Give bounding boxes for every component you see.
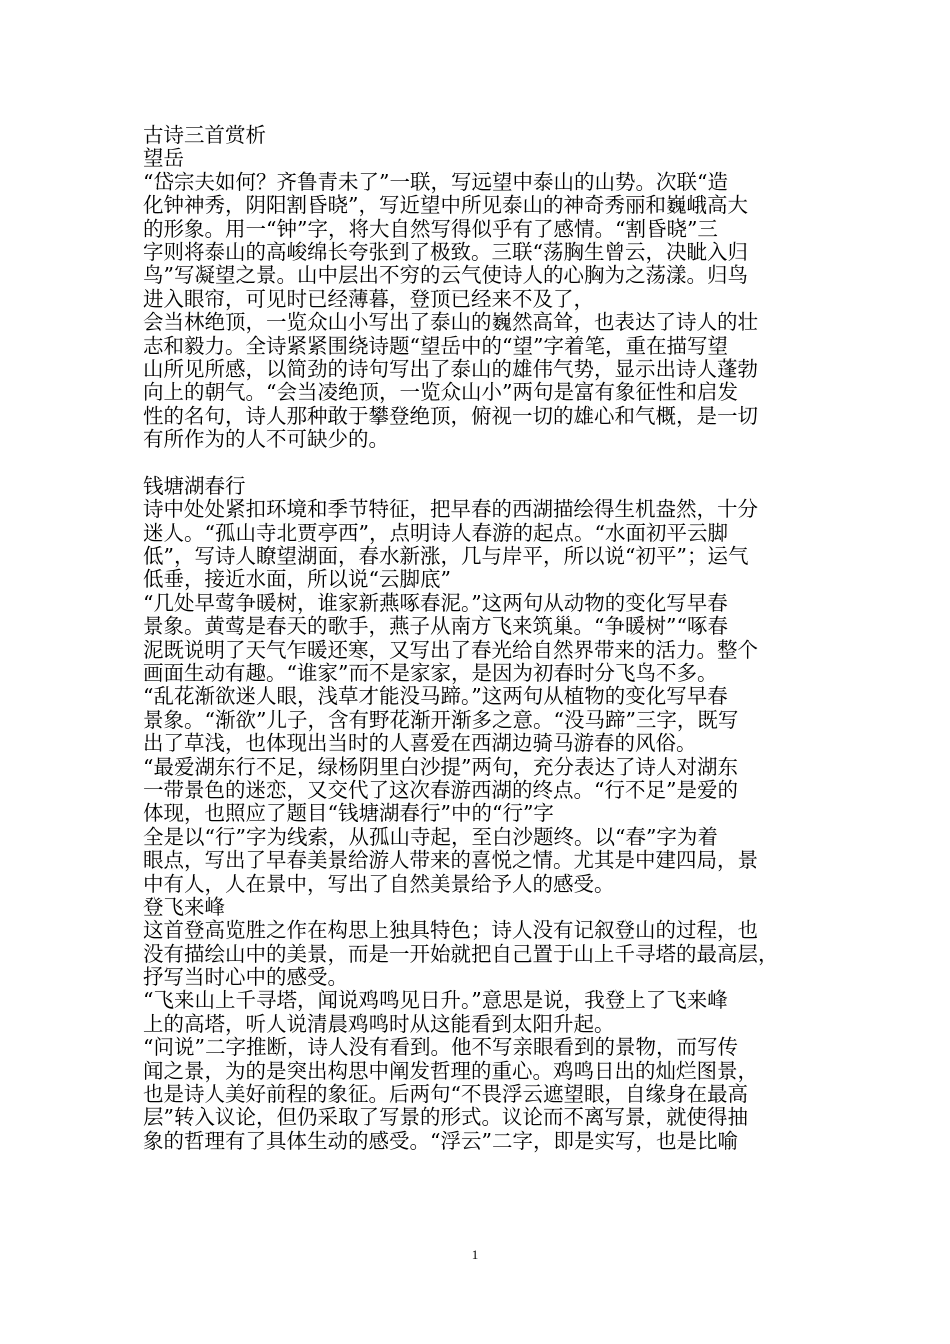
text-line: 字则将泰山的高峻绵长夸张到了极致。三联“荡胸生曾云，决眦入归: [143, 239, 748, 264]
text-line: “飞来山上千寻塔，闻说鸡鸣见日升。”意思是说，我登上了飞来峰: [143, 988, 728, 1013]
text-line: 会当林绝顶，一览众山小写出了泰山的巍然高耸，也表达了诗人的壮: [143, 310, 758, 335]
section-dengfeilaifeng: [143, 896, 815, 1153]
text-line: 全是以“行”字为线索，从孤山寺起，至白沙题终。以“春”字为着: [143, 824, 718, 849]
text-line: 画面生动有趣。“谁家”而不是家家，是因为初春时分飞鸟不多。: [143, 660, 718, 685]
text-line: 有所作为的人不可缺少的。: [143, 427, 389, 452]
text-line: 这首登高览胜之作在构思上独具特色；诗人没有记叙登山的过程，也: [143, 918, 758, 943]
text-line: 出了草浅，也体现出当时的人喜爱在西湖边骑马游春的风俗。: [143, 731, 697, 756]
text-line: 的形象。用一“钟”字，将大自然写得似乎有了感情。“割昏晓”三: [143, 216, 718, 241]
text-line: 性的名句，诗人那种敢于攀登绝顶，俯视一切的雄心和气概，是一切: [143, 403, 758, 428]
text-line: 上的高塔，听人说清晨鸡鸣时从这能看到太阳升起。: [143, 1011, 615, 1036]
text-line: 中有人，人在景中，写出了自然美景给予人的感受。: [143, 871, 615, 896]
text-line: 化钟神秀，阴阳割昏晓”，写近望中所见泰山的神奇秀丽和巍峨高大: [143, 193, 748, 218]
text-line: “问说”二字推断，诗人没有看到。他不写亲眼看到的景物，而写传: [143, 1035, 738, 1060]
section-heading: 登飞来峰: [143, 894, 225, 919]
text-line: 也是诗人美好前程的象征。后两句“不畏浮云遮望眼，自缘身在最高: [143, 1082, 748, 1107]
text-line: 向上的朝气。“会当凌绝顶，一览众山小”两句是富有象征性和启发: [143, 380, 738, 405]
text-line: 志和毅力。全诗紧紧围绕诗题“望岳中的“望”字着笔，重在描写望: [143, 333, 728, 358]
text-line: 山所见所感，以简劲的诗句写出了泰山的雄伟气势，显示出诗人蓬勃: [143, 356, 758, 381]
section-qiantanghu: [143, 475, 815, 896]
text-line: 泥既说明了天气乍暖还寒，又写出了春光给自然界带来的活力。整个: [143, 637, 758, 662]
page-number: 1: [471, 1247, 479, 1262]
text-line: “最爱湖东行不足，绿杨阴里白沙提”两句，充分表达了诗人对湖东: [143, 754, 738, 779]
section-wangyue: [143, 147, 815, 451]
document-body: [143, 124, 815, 1153]
blank-line: [143, 451, 815, 474]
text-line: 景象。黄莺是春天的歌手，燕子从南方飞来筑巢。“争暖树”“啄春: [143, 614, 728, 639]
text-line: 一带景色的迷恋，又交代了这次春游西湖的终点。“行不足”是爱的: [143, 777, 738, 802]
document-title: 古诗三首赏析: [143, 123, 266, 147]
section-heading: 望岳: [143, 146, 184, 171]
text-line: 进入眼帘，可见时已经薄暮，登顶已经来不及了，: [143, 286, 594, 311]
text-line: “乱花渐欲迷人眼，浅草才能没马蹄。”这两句从植物的变化写早春: [143, 684, 728, 709]
text-line: 闻之景，为的是突出构思中阐发哲理的重心。鸡鸣日出的灿烂图景，: [143, 1058, 758, 1083]
text-line: 没有描绘山中的美景，而是一开始就把自己置于山上千寻塔的最高层，: [143, 941, 779, 966]
text-line: 诗中处处紧扣环境和季节特征，把早春的西湖描绘得生机盎然，十分: [143, 497, 758, 522]
section-heading: 钱塘湖春行: [143, 473, 246, 498]
text-line: 低”，写诗人瞭望湖面，春水新涨，几与岸平，所以说“初平”；运气: [143, 544, 749, 569]
text-line: 体现，也照应了题目“钱塘湖春行”中的“行”字: [143, 801, 554, 826]
text-line: 景象。“渐欲”儿子，含有野花渐开渐多之意。“没马蹄”三字，既写: [143, 707, 739, 732]
text-line: “几处早莺争暖树，谁家新燕啄春泥。”这两句从动物的变化写早春: [143, 590, 728, 615]
text-line: 低垂，接近水面，所以说“云脚底”: [143, 567, 451, 592]
text-line: 眼点，写出了早春美景给游人带来的喜悦之情。尤其是中建四局，景: [143, 848, 758, 873]
text-line: 层”转入议论，但仍采取了写景的形式。议论而不离写景，就使得抽: [143, 1105, 748, 1130]
text-line: 迷人。“孤山寺北贾亭西”，点明诗人春游的起点。“水面初平云脚: [143, 520, 728, 545]
text-line: 抒写当时心中的感受。: [143, 965, 348, 990]
text-line: “岱宗夫如何？齐鲁青未了”一联，写远望中泰山的山势。次联“造: [143, 169, 728, 194]
text-line: 鸟”写凝望之景。山中层出不穷的云气使诗人的心胸为之荡漾。归鸟: [143, 263, 748, 288]
text-line: 象的哲理有了具体生动的感受。“浮云”二字，即是实写，也是比喻: [143, 1128, 738, 1153]
